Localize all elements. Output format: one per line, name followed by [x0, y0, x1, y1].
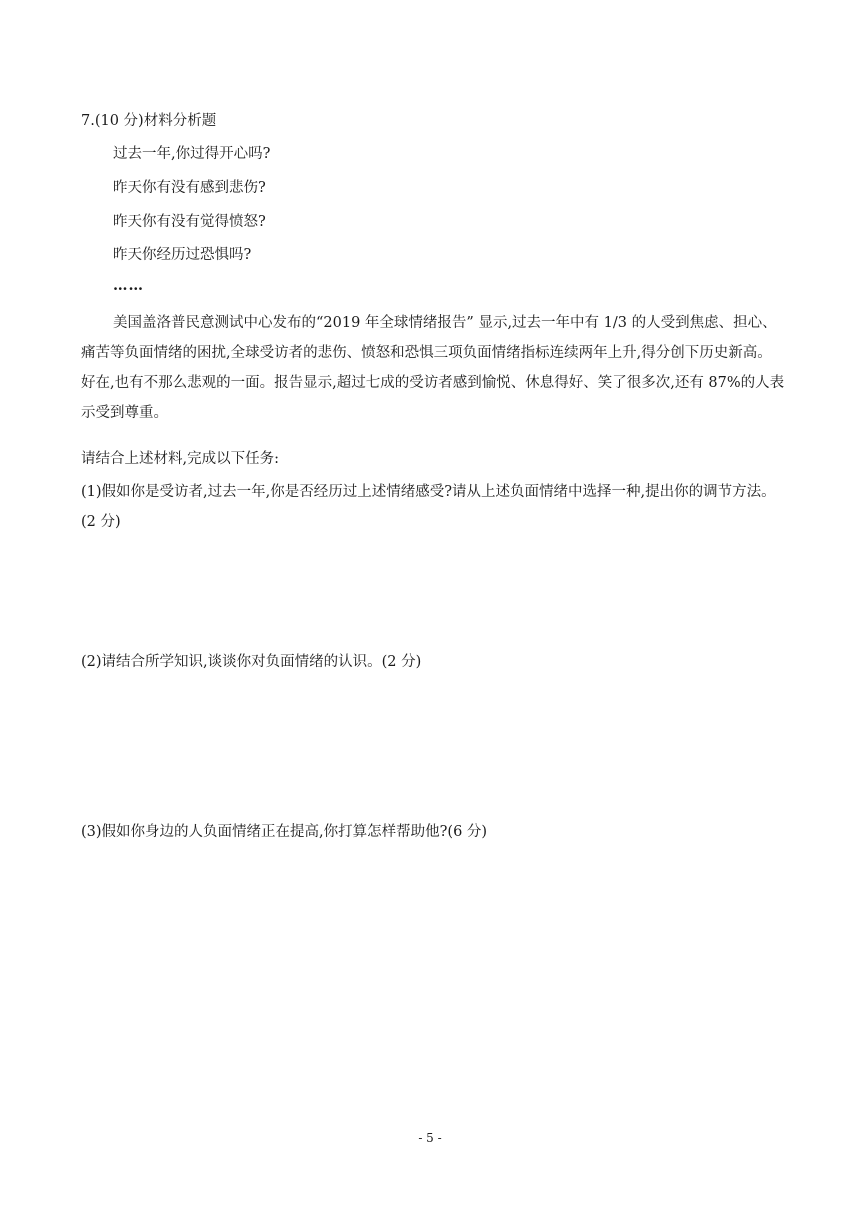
sub-question-2: (2)请结合所学知识,谈谈你对负面情绪的认识。(2 分) [81, 654, 422, 670]
page-number: - 5 - [418, 1131, 442, 1145]
task-instruction: 请结合上述材料,完成以下任务: [81, 451, 279, 467]
question-heading: 7.(10 分)材料分析题 [81, 113, 217, 129]
material-line-1: 过去一年,你过得开心吗? [113, 146, 271, 162]
material-line-4: 昨天你经历过恐惧吗? [113, 247, 252, 263]
sub-question-1: (1)假如你是受访者,过去一年,你是否经历过上述情绪感受?请从上述负面情绪中选择一种,提出你的调节方法。(2 分) [81, 484, 776, 530]
report-paragraph: 美国盖洛普民意测试中心发布的“2019 年全球情绪报告” 显示,过去一年中有 1/3 的人受到焦虑、担心、痛苦等负面情绪的困扰,全球受访者的悲伤、愤怒和恐惧三项负面情绪指标连续两年上升,得分创下历史新高。好在,也有不那么悲观的一面。报告显示,超过七成的受访者感到愉悦、休息得好、笑了很多次,还有 87%的人表示受到尊重。 [81, 315, 785, 421]
material-line-2: 昨天你有没有感到悲伤? [113, 180, 266, 196]
material-line-3: 昨天你有没有觉得愤怒? [113, 214, 266, 230]
sub-question-3: (3)假如你身边的人负面情绪正在提高,你打算怎样帮助他?(6 分) [81, 824, 488, 840]
material-ellipsis: …… [113, 277, 144, 294]
